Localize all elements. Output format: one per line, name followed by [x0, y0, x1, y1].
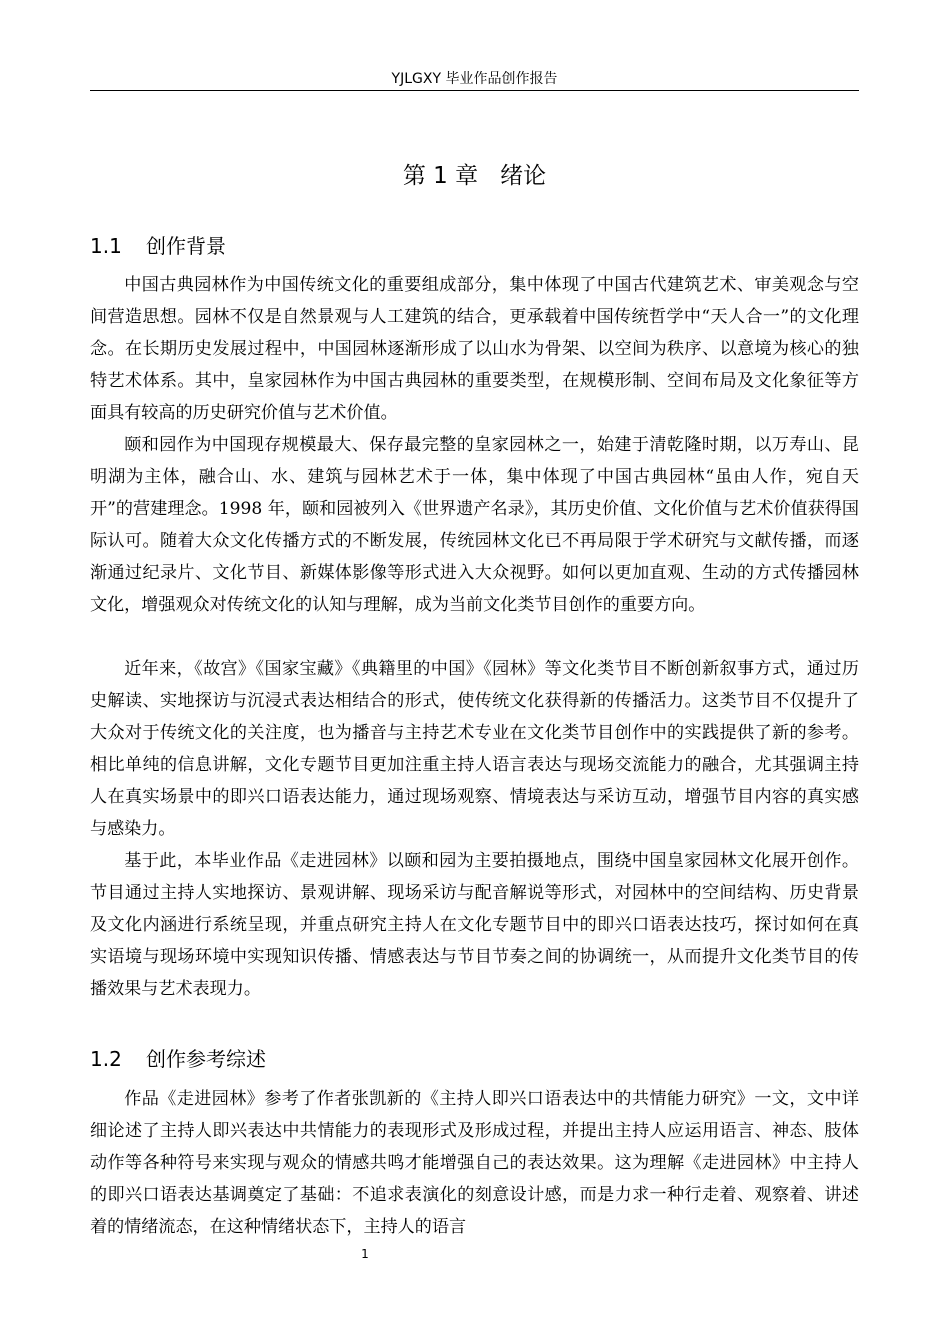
running-header: YJLGXY 毕业作品创作报告: [90, 70, 859, 91]
section-title: 创作参考综述: [146, 1047, 266, 1071]
section-title: 创作背景: [146, 234, 226, 258]
section-number: 1.1: [90, 234, 122, 258]
body-paragraph: 近年来，《故宫》《国家宝藏》《典籍里的中国》《园林》等文化类节目不断创新叙事方式，通过历史解读、实地探访与沉浸式表达相结合的形式，使传统文化获得新的传播活力。这类节目不仅提升了大众对于传统文化的关注度，也为播音与主持艺术专业在文化类节目创作中的实践提供了新的参考。相比单纯的信息讲解，文化专题节目更加注重主持人语言表达与现场交流能力的融合，尤其强调主持人在真实场景中的即兴口语表达能力，通过现场观察、情境表达与采访互动，增强节目内容的真实感与感染力。: [90, 659, 859, 839]
chapter-title: 绪论: [500, 163, 547, 189]
body-paragraph: 中国古典园林作为中国传统文化的重要组成部分，集中体现了中国古代建筑艺术、审美观念与空间营造思想。园林不仅是自然景观与人工建筑的结合，更承载着中国传统哲学中“天人合一”的文化理念。在长期历史发展过程中，中国园林逐渐形成了以山水为骨架、以空间为秩序、以意境为核心的独特艺术体系。其中，皇家园林作为中国古典园林的重要类型，在规模形制、空间布局及文化象征等方面具有较高的历史研究价值与艺术价值。: [90, 275, 859, 423]
chapter-number: 第 1 章: [402, 163, 479, 189]
section-heading-1-2: [90, 1045, 266, 1073]
chapter-heading: [90, 160, 859, 192]
body-paragraph: 颐和园作为中国现存规模最大、保存最完整的皇家园林之一，始建于清乾隆时期，以万寿山、昆明湖为主体，融合山、水、建筑与园林艺术于一体，集中体现了中国古典园林“虽由人作，宛自天开”的营建理念。1998 年，颐和园被列入《世界遗产名录》，其历史价值、文化价值与艺术价值获得国际认可。随着大众文化传播方式的不断发展，传统园林文化已不再局限于学术研究与文献传播，而逐渐通过纪录片、文化节目、新媒体影像等形式进入大众视野。如何以更加直观、生动的方式传播园林文化，增强观众对传统文化的认知与理解，成为当前文化类节目创作的重要方向。: [90, 435, 859, 615]
section-number: 1.2: [90, 1047, 122, 1071]
page-number: 1: [361, 1247, 369, 1261]
body-paragraph: 作品《走进园林》参考了作者张凯新的《主持人即兴口语表达中的共情能力研究》一文，文中详细论述了主持人即兴表达中共情能力的表现形式及形成过程，并提出主持人应运用语言、神态、肢体动作等各种符号来实现与观众的情感共鸣才能增强自己的表达效果。这为理解《走进园林》中主持人的即兴口语表达基调奠定了基础：不追求表演化的刻意设计感，而是力求一种行走着、观察着、讲述着的情绪流态，在这种情绪状态下，主持人的语言: [90, 1089, 859, 1237]
section-heading-1-1: [90, 232, 226, 260]
body-paragraph: 基于此，本毕业作品《走进园林》以颐和园为主要拍摄地点，围绕中国皇家园林文化展开创作。节目通过主持人实地探访、景观讲解、现场采访与配音解说等形式，对园林中的空间结构、历史背景及文化内涵进行系统呈现，并重点研究主持人在文化专题节目中的即兴口语表达技巧，探讨如何在真实语境与现场环境中实现知识传播、情感表达与节目节奏之间的协调统一，从而提升文化类节目的传播效果与艺术表现力。: [90, 851, 859, 999]
